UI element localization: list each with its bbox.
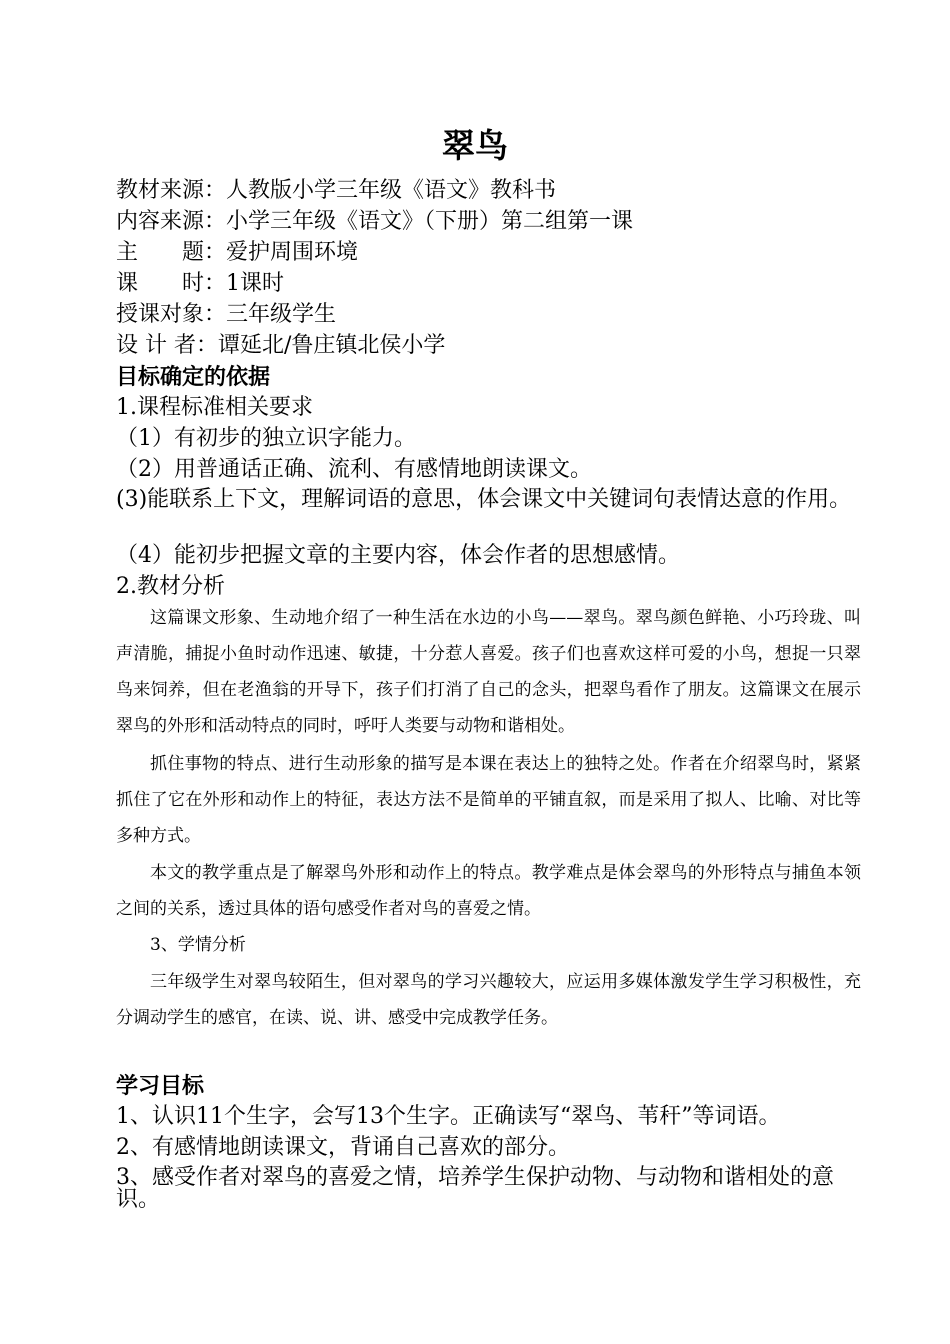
meta-row-textbook-source xyxy=(116,176,556,206)
meta-row-content-source xyxy=(116,207,633,237)
section-heading-basis: 目标确定的依据 xyxy=(116,364,271,390)
meta-value: 1课时 xyxy=(226,271,285,296)
meta-label: 内容来源： xyxy=(116,209,227,234)
standard-item: (3)能联系上下文，理解词语的意思，体会课文中关键词句表情达意的作用。 xyxy=(116,487,852,512)
meta-row-class-hours xyxy=(116,269,284,299)
analysis-paragraph: 这篇课文形象、生动地介绍了一种生活在水边的小鸟——翠鸟。翠鸟颜色鲜艳、小巧玲珑、叫声清脆，捕捉小鱼时动作迅速、敏捷，十分惹人喜爱。孩子们也喜欢这样可爱的小鸟，想捉一只翠鸟来饲养，但在老渔翁的开导下，孩子们打消了自己的念头，把翠鸟看作了朋友。这篇课文在展示翠鸟的外形和活动特点的同时，呼吁人类要与动物和谐相处。 xyxy=(116,608,861,736)
meta-row-theme xyxy=(116,238,358,268)
meta-label: 设 计 者： xyxy=(116,333,218,358)
meta-label: 授课对象： xyxy=(116,302,227,327)
subsection-heading-analysis: 2.教材分析 xyxy=(116,574,225,599)
meta-label: 教材来源： xyxy=(116,178,227,203)
meta-value: 爱护周围环境 xyxy=(226,240,359,265)
meta-value: 小学三年级《语文》（下册）第二组第一课 xyxy=(226,209,634,234)
meta-value: 谭延北/鲁庄镇北侯小学 xyxy=(218,333,446,358)
objective-item: 2、有感情地朗读课文，背诵自己喜欢的部分。 xyxy=(116,1135,570,1160)
meta-label: 主 题： xyxy=(116,240,227,265)
meta-label: 课 时： xyxy=(116,271,227,296)
learner-paragraph: 三年级学生对翠鸟较陌生，但对翠鸟的学习兴趣较大，应运用多媒体激发学生学习积极性，充分调动学生的感官，在读、说、讲、感受中完成教学任务。 xyxy=(116,972,861,1028)
subsection-heading-learner: 3、学情分析 xyxy=(150,935,246,955)
subsection-heading-standards: 1.课程标准相关要求 xyxy=(116,395,313,420)
analysis-paragraph: 本文的教学重点是了解翠鸟外形和动作上的特点。教学难点是体会翠鸟的外形特点与捕鱼本领之间的关系，透过具体的语句感受作者对鸟的喜爱之情。 xyxy=(116,863,861,919)
document-title: 翠鸟 xyxy=(442,126,508,165)
standard-item: （4）能初步把握文章的主要内容，体会作者的思想感情。 xyxy=(116,543,680,568)
meta-value: 三年级学生 xyxy=(226,302,337,327)
objective-item: 1、认识11个生字，会写13个生字。正确读写“翠鸟、苇秆”等词语。 xyxy=(116,1104,781,1129)
standard-item: （1）有初步的独立识字能力。 xyxy=(116,426,416,451)
meta-row-audience xyxy=(116,300,336,330)
analysis-paragraph: 抓住事物的特点、进行生动形象的描写是本课在表达上的独特之处。作者在介绍翠鸟时，紧紧抓住了它在外形和动作上的特征，表达方法不是简单的平铺直叙，而是采用了拟人、比喻、对比等多种方式。 xyxy=(116,754,861,846)
standard-item: （2）用普通话正确、流利、有感情地朗读课文。 xyxy=(116,457,592,482)
objective-item: 3、感受作者对翠鸟的喜爱之情，培养学生保护动物、与动物和谐相处的意识。 xyxy=(116,1165,834,1212)
meta-value: 人教版小学三年级《语文》教科书 xyxy=(226,178,557,203)
section-heading-objectives: 学习目标 xyxy=(116,1073,205,1099)
meta-row-designer xyxy=(116,331,445,361)
